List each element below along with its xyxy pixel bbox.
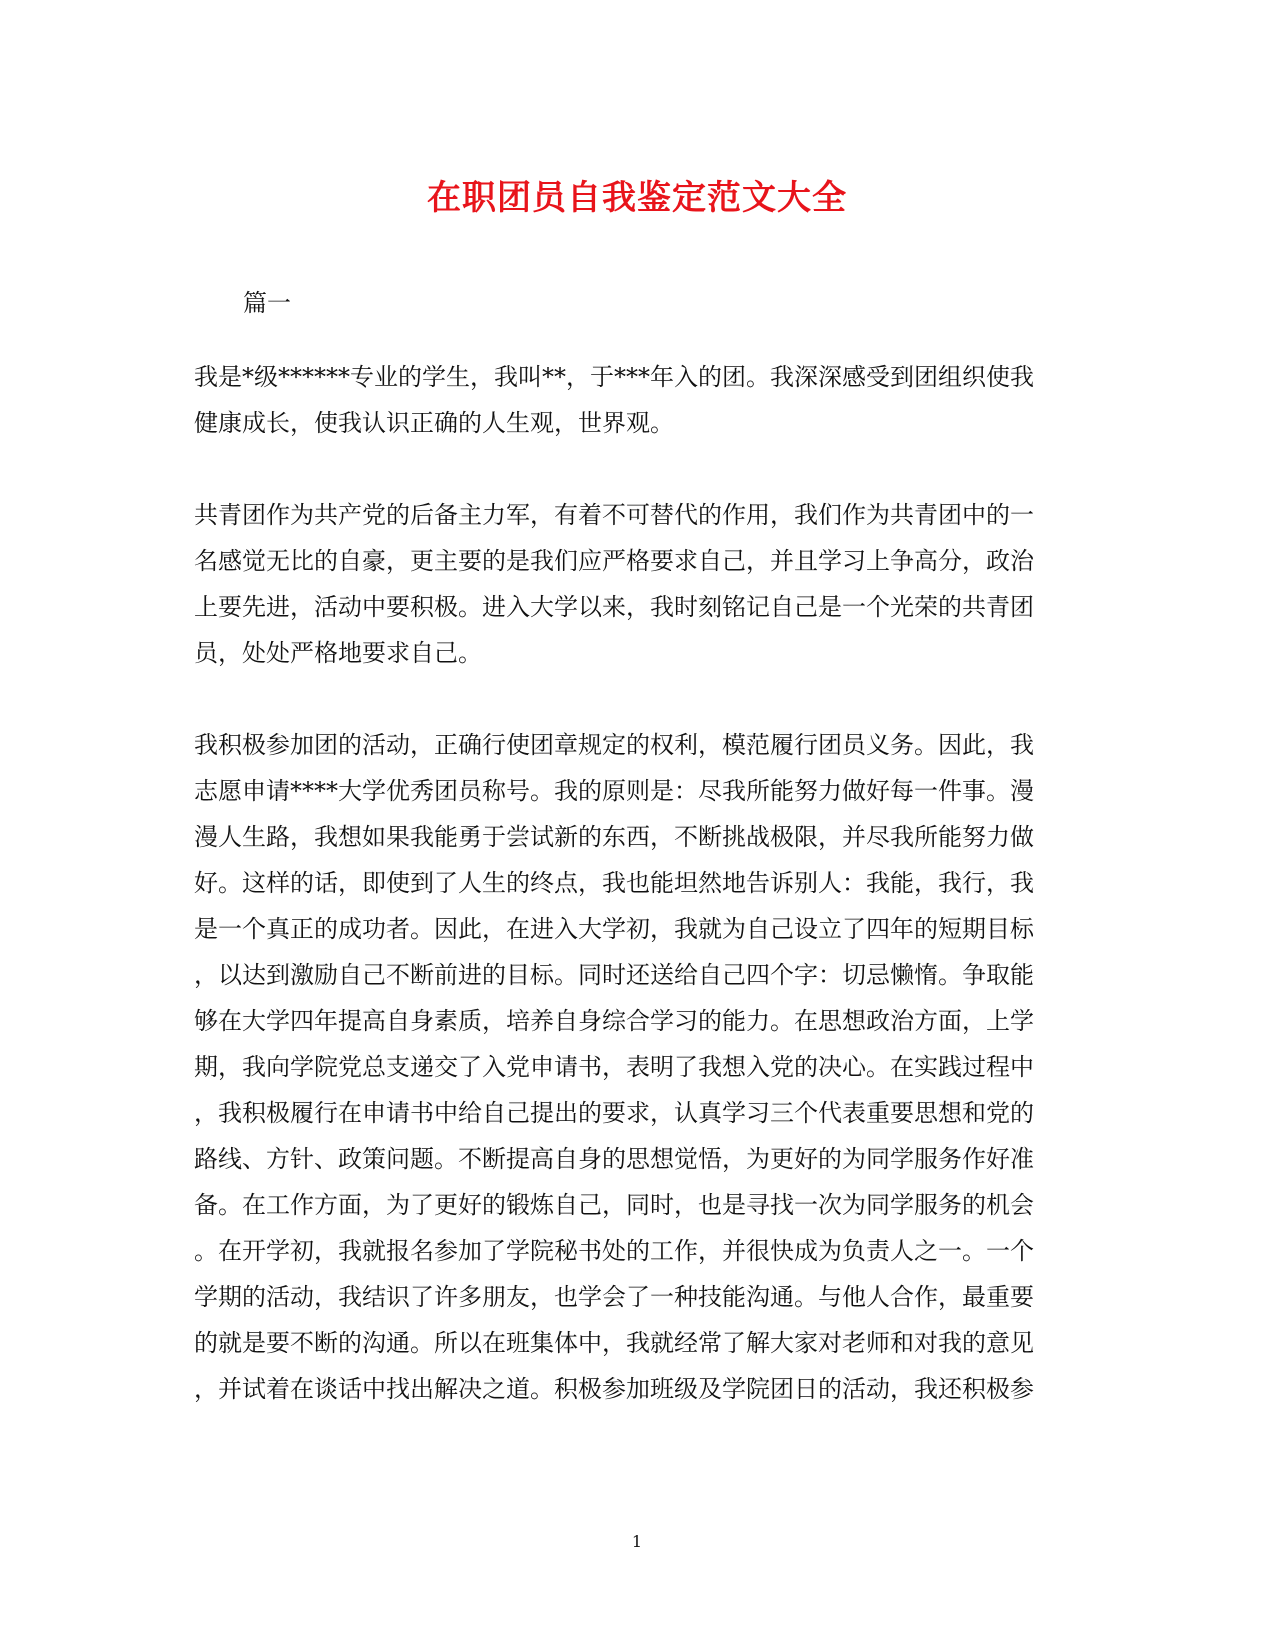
paragraph-3-line-12: 。在开学初，我就报名参加了学院秘书处的工作，并很快成为负责人之一。一个 xyxy=(194,1237,1034,1265)
section-heading: 篇一 xyxy=(243,289,291,317)
paragraph-3-line-13: 学期的活动，我结识了许多朋友，也学会了一种技能沟通。与他人合作，最重要 xyxy=(194,1283,1034,1311)
document-title: 在职团员自我鉴定范文大全 xyxy=(427,178,847,218)
paragraph-1-line-2: 健康成长，使我认识正确的人生观，世界观。 xyxy=(194,409,674,437)
paragraph-3-line-4: 好。这样的话，即使到了人生的终点，我也能坦然地告诉别人：我能，我行，我 xyxy=(194,869,1034,897)
paragraph-3-line-14: 的就是要不断的沟通。所以在班集体中，我就经常了解大家对老师和对我的意见 xyxy=(194,1329,1034,1357)
paragraph-3-line-1: 我积极参加团的活动，正确行使团章规定的权利，模范履行团员义务。因此，我 xyxy=(194,731,1034,759)
paragraph-3-line-10: 路线、方针、政策问题。不断提高自身的思想觉悟，为更好的为同学服务作好准 xyxy=(194,1145,1034,1173)
paragraph-2-line-1: 共青团作为共产党的后备主力军，有着不可替代的作用，我们作为共青团中的一 xyxy=(194,501,1034,529)
paragraph-3-line-3: 漫人生路，我想如果我能勇于尝试新的东西，不断挑战极限，并尽我所能努力做 xyxy=(194,823,1034,851)
paragraph-3-line-7: 够在大学四年提高自身素质，培养自身综合学习的能力。在思想政治方面，上学 xyxy=(194,1007,1034,1035)
paragraph-3-line-5: 是一个真正的成功者。因此，在进入大学初，我就为自己设立了四年的短期目标 xyxy=(194,915,1034,943)
paragraph-3-line-8: 期，我向学院党总支递交了入党申请书，表明了我想入党的决心。在实践过程中 xyxy=(194,1053,1034,1081)
paragraph-3-line-9: ，我积极履行在申请书中给自己提出的要求，认真学习三个代表重要思想和党的 xyxy=(194,1099,1034,1127)
paragraph-2-line-4: 员，处处严格地要求自己。 xyxy=(194,639,482,667)
paragraph-3-line-15: ，并试着在谈话中找出解决之道。积极参加班级及学院团日的活动，我还积极参 xyxy=(194,1375,1034,1403)
paragraph-3-line-6: ，以达到激励自己不断前进的目标。同时还送给自己四个字：切忌懒惰。争取能 xyxy=(194,961,1034,989)
paragraph-2-line-2: 名感觉无比的自豪，更主要的是我们应严格要求自己，并且学习上争高分，政治 xyxy=(194,547,1034,575)
page-number: 1 xyxy=(631,1532,643,1551)
paragraph-1-line-1: 我是*级******专业的学生，我叫**，于***年入的团。我深深感受到团组织使我 xyxy=(194,363,1034,391)
paragraph-3-line-11: 备。在工作方面，为了更好的锻炼自己，同时，也是寻找一次为同学服务的机会 xyxy=(194,1191,1034,1219)
paragraph-3-line-2: 志愿申请****大学优秀团员称号。我的原则是：尽我所能努力做好每一件事。漫 xyxy=(194,777,1034,805)
paragraph-2-line-3: 上要先进，活动中要积极。进入大学以来，我时刻铭记自己是一个光荣的共青团 xyxy=(194,593,1034,621)
